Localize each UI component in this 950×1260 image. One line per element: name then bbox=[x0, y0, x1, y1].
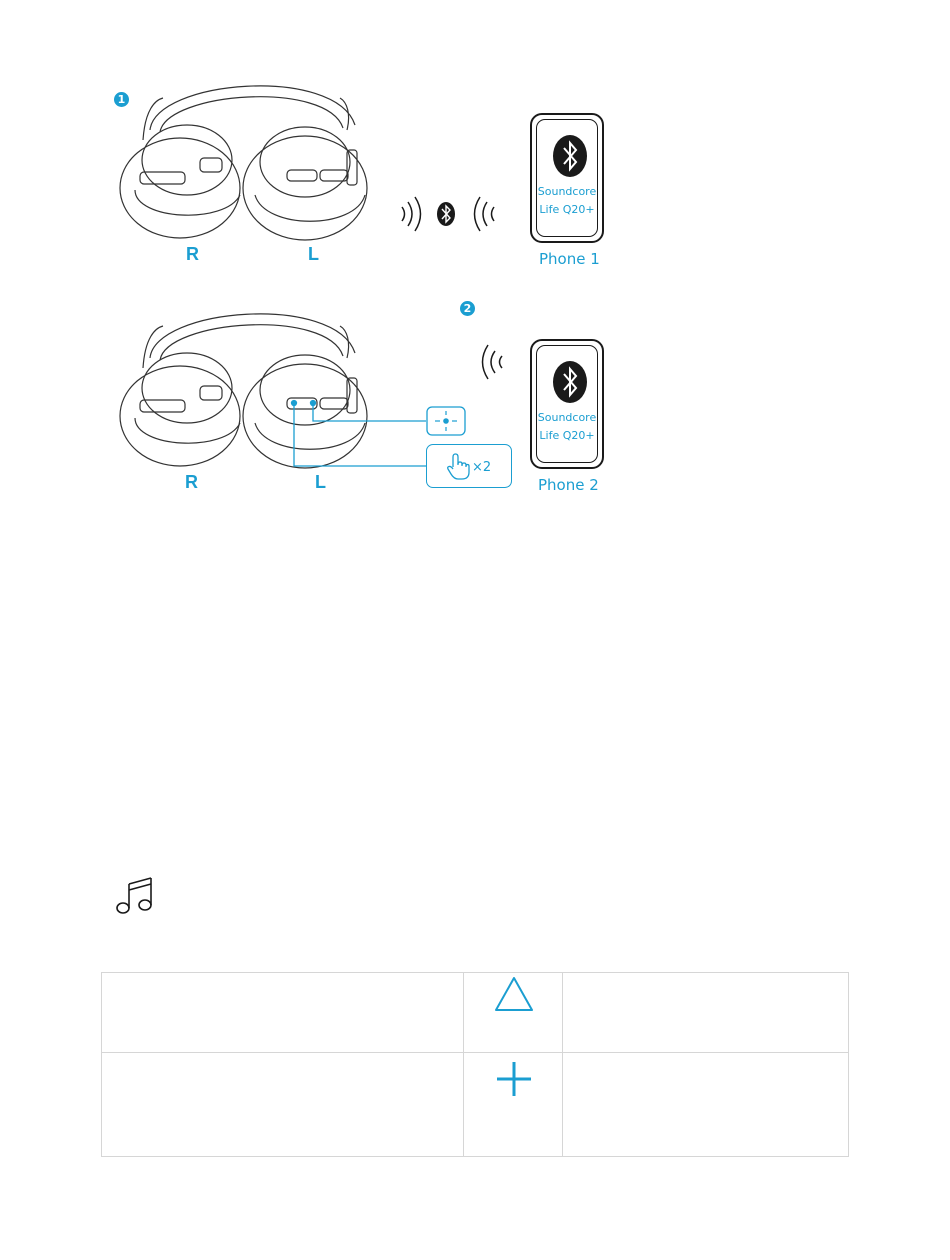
double-tap-count: ×2 bbox=[472, 460, 492, 475]
phone-1-app-line2: Life Q20+ bbox=[539, 203, 595, 216]
bluetooth-icon bbox=[552, 360, 588, 404]
left-ear-label-1: L bbox=[308, 244, 319, 264]
warning-triangle-icon bbox=[494, 976, 534, 1012]
bluetooth-icon bbox=[552, 134, 588, 178]
notice-table bbox=[101, 972, 849, 1157]
table-divider-1 bbox=[463, 973, 464, 1156]
step-2-badge: 2 bbox=[460, 301, 475, 316]
phone-2-label: Phone 2 bbox=[538, 476, 599, 494]
finger-tap-icon bbox=[445, 453, 471, 481]
headphones-illustration-1 bbox=[115, 70, 385, 245]
phone-1-app-line1: Soundcore bbox=[537, 185, 597, 198]
table-row-warning bbox=[102, 973, 848, 1053]
phone-2 bbox=[530, 339, 604, 469]
double-tap-box bbox=[426, 444, 512, 488]
step-1-badge: 1 bbox=[114, 92, 129, 107]
table-divider-2 bbox=[562, 973, 563, 1156]
phone-1 bbox=[530, 113, 604, 243]
left-ear-label-2: L bbox=[315, 472, 326, 492]
phone-2-app-line1: Soundcore bbox=[537, 411, 597, 424]
music-note-icon bbox=[114, 874, 156, 916]
bluetooth-pairing-signal bbox=[398, 190, 498, 240]
led-indicator-icon bbox=[426, 406, 466, 436]
right-ear-label-2: R bbox=[185, 472, 198, 492]
phone-2-app-line2: Life Q20+ bbox=[539, 429, 595, 442]
plus-icon bbox=[495, 1060, 533, 1098]
phone-1-label: Phone 1 bbox=[539, 250, 600, 268]
right-ear-label-1: R bbox=[186, 244, 199, 264]
phone-2-signal bbox=[478, 340, 508, 385]
